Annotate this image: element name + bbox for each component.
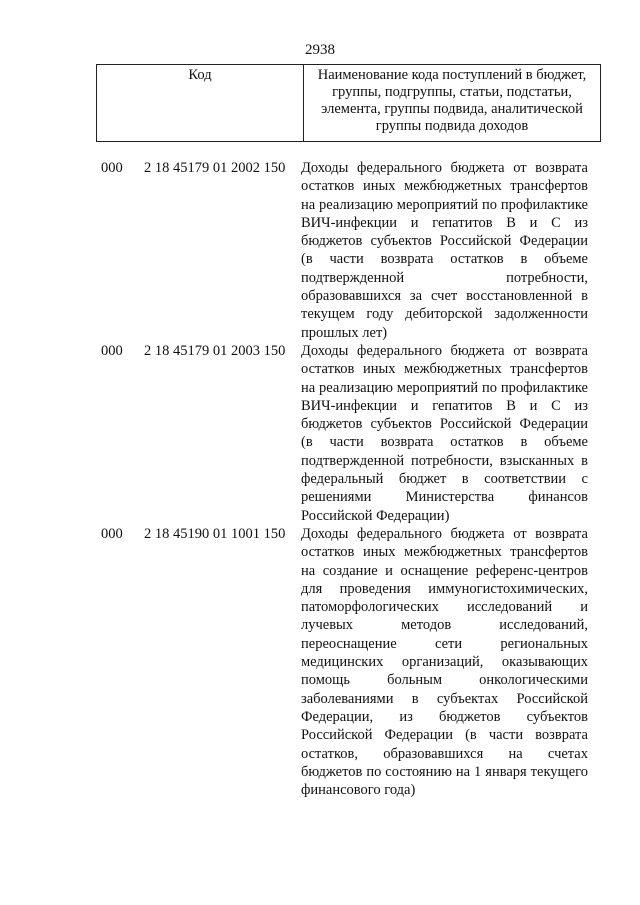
list-item — [0, 525, 640, 799]
row-admin-code: 000 — [101, 525, 123, 542]
list-item — [0, 342, 640, 525]
row-income-code: 2 18 45190 01 1001 150 — [144, 525, 286, 542]
row-description: Доходы федерального бюджета от возврата остатков иных межбюджетных трансфертов на создание и оснащение референс-центров для проведения иммуногистохимических, патоморфологических исследований и лучевых методов исследований, переоснащение сети региональных медицинских организаций, оказывающих помощь больным онкологическими заболеваниями в субъектах Российской Федерации, из бюджетов субъектов Российской Федерации (в части возврата остатков, образовавшихся на счетах бюджетов по состоянию на 1 января текущего финансового года) — [301, 525, 588, 799]
column-header-name: Наименование кода поступлений в бюджет, группы, подгруппы, статьи, подстатьи, элемента, группы подвида, аналитической группы подвида доходов — [304, 65, 601, 142]
row-admin-code: 000 — [101, 342, 123, 359]
row-income-code: 2 18 45179 01 2002 150 — [144, 160, 286, 176]
row-description: Доходы федерального бюджета от возврата остатков иных межбюджетных трансфертов на реализацию мероприятий по профилактике ВИЧ-инфекции и гепатитов B и C из бюджетов субъектов Российской Федерации (в части возврата остатков в объеме подтвержденной потребности, образовавшихся за счет восстановленной в текущем году дебиторской задолженности прошлых лет) — [301, 160, 588, 341]
column-header-row — [97, 65, 601, 142]
page-number: 2938 — [305, 42, 335, 58]
row-admin-code: 000 — [101, 160, 123, 176]
column-header-code: Код — [97, 65, 304, 142]
row-description: Доходы федерального бюджета от возврата остатков иных межбюджетных трансфертов на реализацию мероприятий по профилактике ВИЧ-инфекции и гепатитов B и C из бюджетов субъектов Российской Федерации (в части возврата остатков в объеме подтвержденной потребности, взысканных в федеральный бюджет в соответствии с решениями Министерства финансов Российской Федерации) — [301, 342, 588, 524]
income-codes-list — [0, 159, 640, 799]
column-header-table — [96, 64, 601, 142]
row-income-code: 2 18 45179 01 2003 150 — [144, 342, 286, 359]
list-item — [0, 159, 640, 342]
